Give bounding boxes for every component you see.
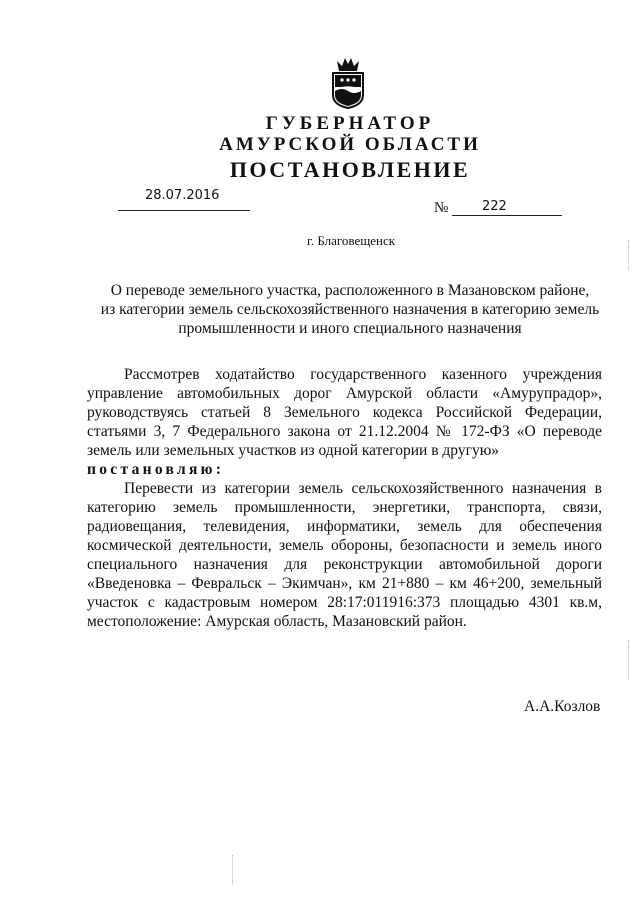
resolution-line: специального назначения для реконструкции автомобильной дороги [87,556,602,573]
signature-name: А.А.Козлов [524,698,601,715]
preamble-line: Рассмотрев ходатайство государственного казенного учреждения [124,366,602,383]
preamble-line: руководствуясь статьей 8 Земельного кодекса Российской Федерации, [87,404,602,421]
resolution-line: категорию земель промышленности, энергетики, транспорта, связи, [87,499,602,516]
document-date: 28.07.2016 [145,188,220,203]
number-underline [452,215,562,216]
title-line: из категории земель сельскохозяйственного назначения в категорию земель [100,301,600,318]
date-underline [118,210,250,211]
document-number: 222 [482,199,507,214]
resolution-line: Перевести из категории земель сельскохозяйственного назначения в [124,480,602,497]
scan-artifact [628,240,629,270]
document-title [80,281,620,338]
scan-artifact [232,855,233,885]
preamble-line: земель или земельных участков из одной категории в другую» [87,442,500,459]
resolution-paragraph [87,479,602,631]
resolution-line: радиовещания, телевидения, информатики, земель для обеспечения [87,518,602,535]
number-label: № [434,200,449,216]
title-line: О переводе земельного участка, расположенного в Мазановском районе, [110,282,590,299]
preamble-paragraph [87,365,602,460]
resolution-line: местоположение: Амурская область, Мазановский район. [87,613,467,630]
decree-word: постановляю: [87,461,225,478]
issue-city: г. Благовещенск [306,233,396,248]
document-type-heading: ПОСТАНОВЛЕНИЕ [229,157,471,182]
title-line: промышленности и иного специального назначения [178,320,522,337]
header-line-governor: ГУБЕРНАТОР [265,113,435,134]
header-line-region: АМУРСКОЙ ОБЛАСТИ [219,134,481,155]
preamble-line: управление автомобильных дорог Амурской области «Амурупрадор», [87,385,602,402]
resolution-line: «Введеновка – Февральск – Экимчан», км 21+880 – км 46+200, земельный [87,575,602,592]
coat-of-arms-emblem [325,55,371,109]
preamble-line: статьями 3, 7 Федерального закона от 21.12.2004 № 172-ФЗ «О переводе [87,423,602,440]
scan-artifact [628,640,629,680]
resolution-line: космической деятельности, земель обороны, безопасности и земель иного [87,537,602,554]
resolution-line: участок с кадастровым номером 28:17:011916:373 площадью 4301 кв.м, [87,594,602,611]
document-body [87,365,602,631]
